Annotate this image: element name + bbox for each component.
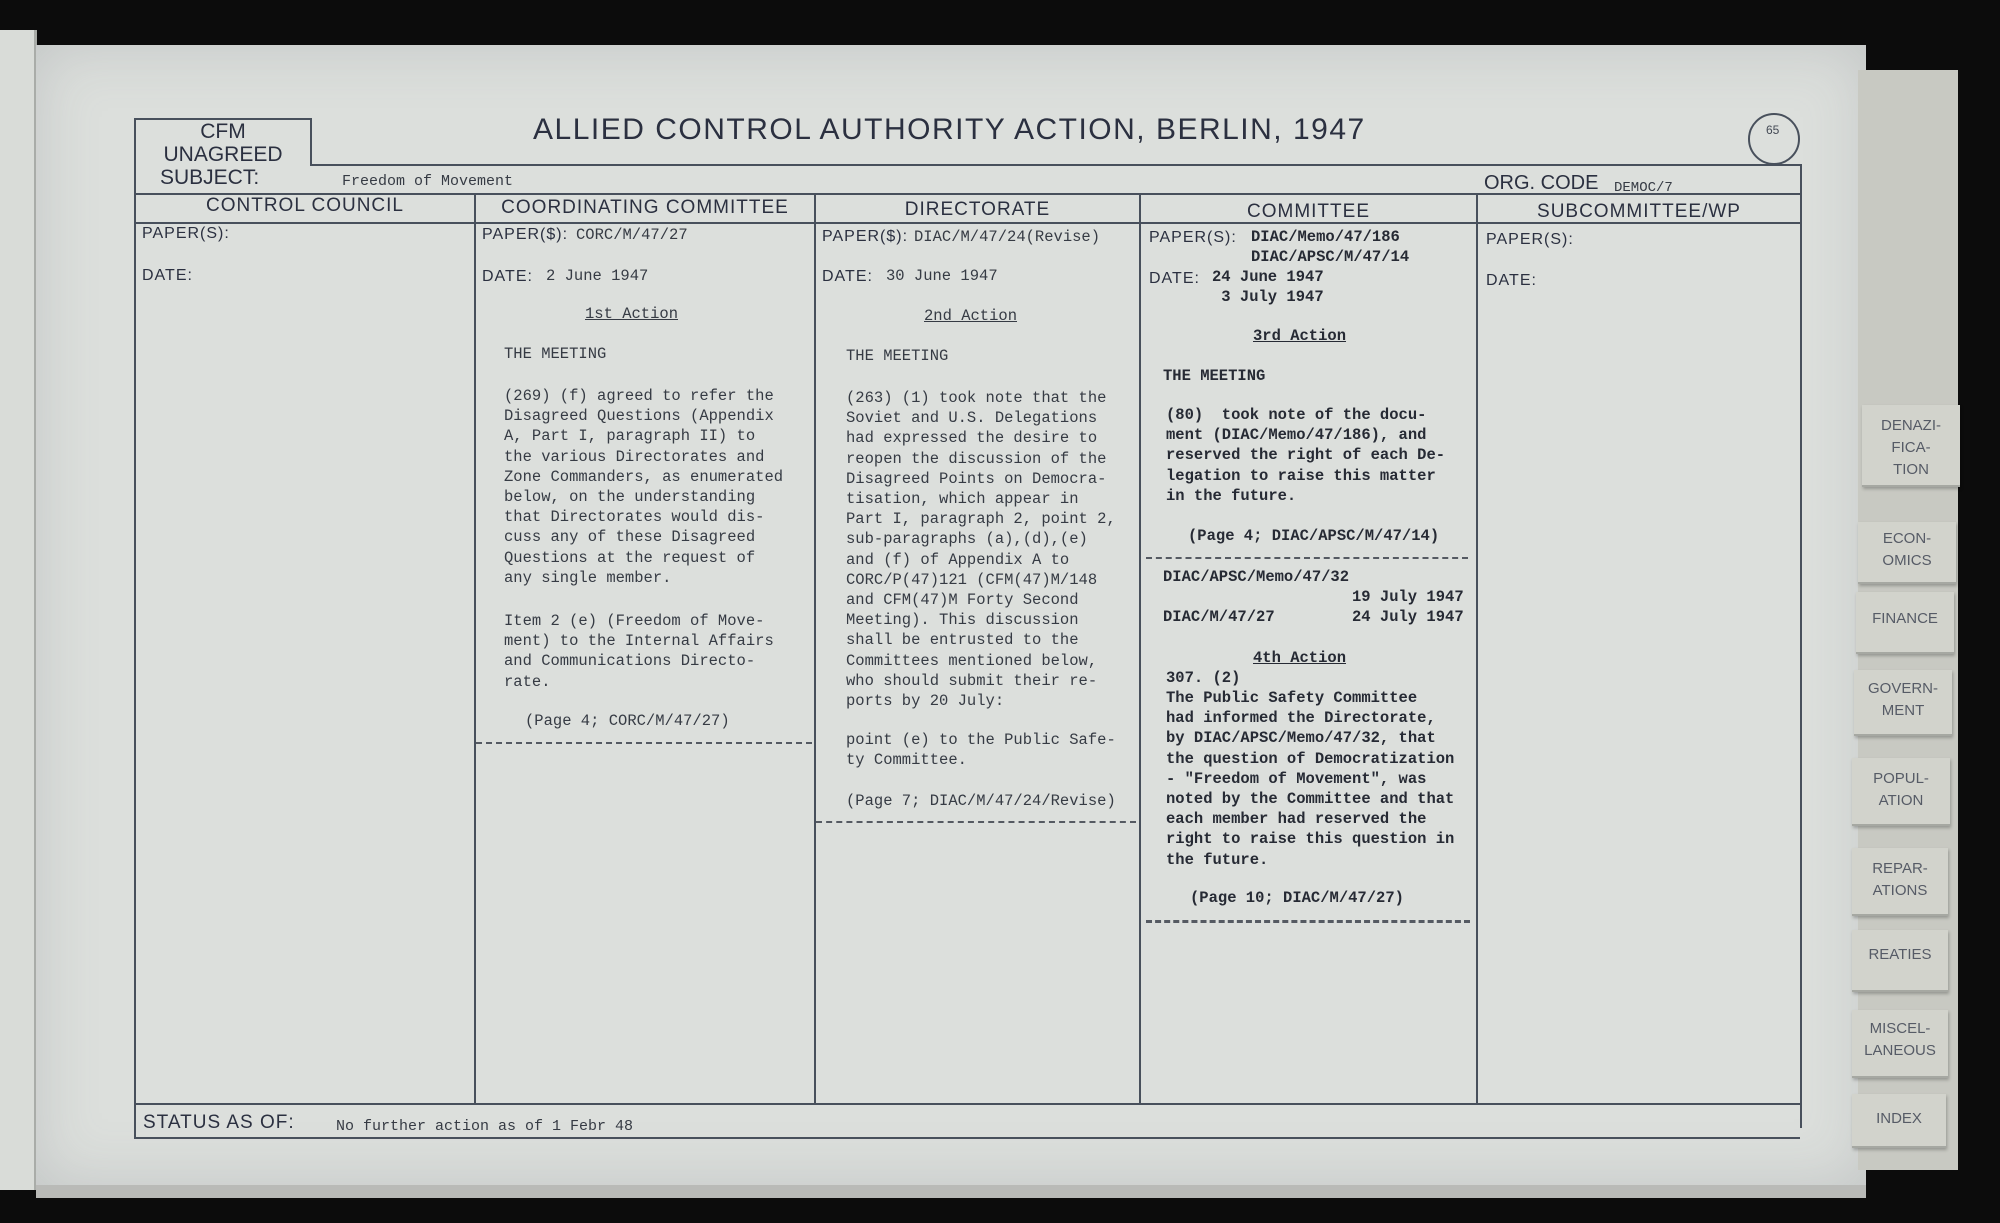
- rule-status-top: [134, 1103, 1800, 1105]
- coordinating-date-value: 2 June 1947: [546, 267, 649, 285]
- rule-subject: [310, 164, 1800, 166]
- directorate-meeting: THE MEETING: [846, 347, 949, 365]
- page-number-circle: [1748, 113, 1800, 165]
- committee-separator-2: [1146, 920, 1470, 923]
- committee-paragraph-number: 307. (2): [1166, 669, 1241, 687]
- subcommittee-papers-label: PAPER(S):: [1486, 231, 1574, 248]
- control-council-date-label: DATE:: [142, 267, 193, 284]
- directorate-paragraph-2: point (e) to the Public Safe- ty Committee.: [846, 731, 1116, 770]
- tab-index[interactable]: INDEX: [1852, 1094, 1946, 1148]
- committee-date-value: 24 June 1947 3 July 1947: [1212, 268, 1324, 307]
- directorate-papers-value: DIAC/M/47/24(Revise): [914, 228, 1101, 246]
- coordinating-papers-label: PAPER($):: [482, 226, 569, 243]
- committee-action-3-title: 3rd Action: [1253, 327, 1347, 345]
- heading-committee: COMMITTEE: [1247, 201, 1370, 222]
- tab-population[interactable]: POPUL- ATION: [1852, 758, 1950, 826]
- coordinating-action-title: 1st Action: [585, 305, 679, 323]
- committee-memo-date: 19 July 1947: [1352, 588, 1464, 606]
- committee-paragraph-2: The Public Safety Committee had informed the Directorate, by DIAC/APSC/Memo/47/32, that the question of Democratization - "Freedom of Movement", was noted by the Committee and that each member had reserved the right to raise this question in the future.: [1166, 689, 1455, 869]
- rule-box-left: [134, 118, 136, 1138]
- org-code-value: DEMOC/7: [1614, 180, 1673, 196]
- tab-finance[interactable]: FINANCE: [1856, 592, 1954, 654]
- rule-right: [1800, 164, 1802, 1128]
- committee-paragraph-1: (80) took note of the docu- ment (DIAC/Memo/47/186), and reserved the right of each De- legation to raise this matter in the future.: [1166, 406, 1446, 505]
- form-type-line-2: UNAGREED: [163, 143, 283, 166]
- directorate-date-label: DATE:: [822, 268, 873, 285]
- committee-page-ref-2: (Page 10; DIAC/M/47/27): [1190, 889, 1404, 907]
- committee-minutes-date: 24 July 1947: [1352, 608, 1464, 626]
- page-number: 65: [1766, 123, 1780, 137]
- status-label: STATUS AS OF:: [143, 1112, 295, 1133]
- committee-action-4-title: 4th Action: [1253, 649, 1347, 667]
- status-value: No further action as of 1 Febr 48: [336, 1118, 634, 1135]
- directorate-papers-label: PAPER($):: [822, 228, 909, 245]
- control-council-papers-label: PAPER(S):: [142, 225, 230, 242]
- subject-label: SUBJECT:: [160, 166, 260, 189]
- rule-col-1: [474, 193, 476, 1103]
- tab-miscellaneous[interactable]: MISCEL- LANEOUS: [1852, 1010, 1948, 1078]
- tab-economics[interactable]: ECON- OMICS: [1858, 522, 1956, 584]
- committee-papers-value: DIAC/Memo/47/186 DIAC/APSC/M/47/14: [1251, 228, 1410, 267]
- directorate-date-value: 30 June 1947: [886, 267, 998, 285]
- rule-status-bottom: [134, 1137, 1800, 1139]
- heading-subcommittee: SUBCOMMITTEE/WP: [1537, 201, 1741, 222]
- committee-papers-label: PAPER(S):: [1149, 229, 1237, 246]
- heading-coordinating-committee: COORDINATING COMMITTEE: [501, 197, 789, 218]
- rule-col-4: [1476, 193, 1478, 1103]
- rule-col-2: [814, 193, 816, 1103]
- heading-directorate: DIRECTORATE: [904, 199, 1051, 220]
- tab-treaties[interactable]: REATIES: [1852, 930, 1948, 992]
- rule-box-right: [310, 118, 312, 164]
- heading-control-council: CONTROL COUNCIL: [206, 195, 404, 216]
- form-type-line-1: CFM: [200, 120, 246, 143]
- coordinating-paragraph-2: Item 2 (e) (Freedom of Move- ment) to the Internal Affairs and Communications Directo- rate.: [504, 612, 774, 691]
- subcommittee-date-label: DATE:: [1486, 272, 1537, 289]
- subject-value: Freedom of Movement: [342, 173, 514, 190]
- committee-meeting: THE MEETING: [1163, 367, 1266, 385]
- directorate-action-title: 2nd Action: [924, 307, 1018, 325]
- tab-reparations[interactable]: REPAR- ATIONS: [1852, 848, 1948, 916]
- coordinating-date-label: DATE:: [482, 268, 533, 285]
- org-code-label: ORG. CODE: [1484, 172, 1599, 194]
- tab-government[interactable]: GOVERN- MENT: [1854, 670, 1952, 736]
- coordinating-page-ref: (Page 4; CORC/M/47/27): [525, 712, 730, 730]
- directorate-separator: [816, 821, 1136, 823]
- coordinating-separator: [476, 742, 812, 744]
- page-title: ALLIED CONTROL AUTHORITY ACTION, BERLIN, 1947: [533, 113, 1366, 146]
- coordinating-meeting: THE MEETING: [504, 345, 607, 363]
- rule-col-3: [1139, 193, 1141, 1103]
- directorate-paragraph-1: (263) (1) took note that the Soviet and U.S. Delegations had expressed the desire to reopen the discussion of the Disagreed Points on Democra- tisation, which appear in Part I, paragraph 2, point 2, sub-paragraphs (a),(d),(e) and (f) of Appendix A to CORC/P(47)121 (CFM(47)M/148 and CFM(47)M Forty Second Meeting). This discussion shall be entrusted to the Committees mentioned below, who should submit their re- ports by 20 July:: [846, 389, 1116, 711]
- form-type-box: [138, 120, 308, 166]
- committee-memo-ref: DIAC/APSC/Memo/47/32: [1163, 568, 1350, 586]
- committee-minutes-ref: DIAC/M/47/27: [1163, 608, 1275, 626]
- facing-page-edge: [0, 30, 37, 1190]
- directorate-page-ref: (Page 7; DIAC/M/47/24/Revise): [846, 792, 1116, 810]
- committee-page-ref-1: (Page 4; DIAC/APSC/M/47/14): [1188, 527, 1440, 545]
- committee-separator-1: [1146, 557, 1468, 559]
- coordinating-papers-value: CORC/M/47/27: [576, 226, 688, 244]
- coordinating-paragraph-1: (269) (f) agreed to refer the Disagreed Questions (Appendix A, Part I, paragraph II) to the various Directorates and Zone Commanders, as enumerated below, on the understanding that Directorates would dis- cuss any of these Disagreed Questions at the request of any single member.: [504, 387, 784, 587]
- tab-denazification[interactable]: DENAZI- FICA- TION: [1862, 405, 1960, 487]
- committee-date-label: DATE:: [1149, 270, 1200, 287]
